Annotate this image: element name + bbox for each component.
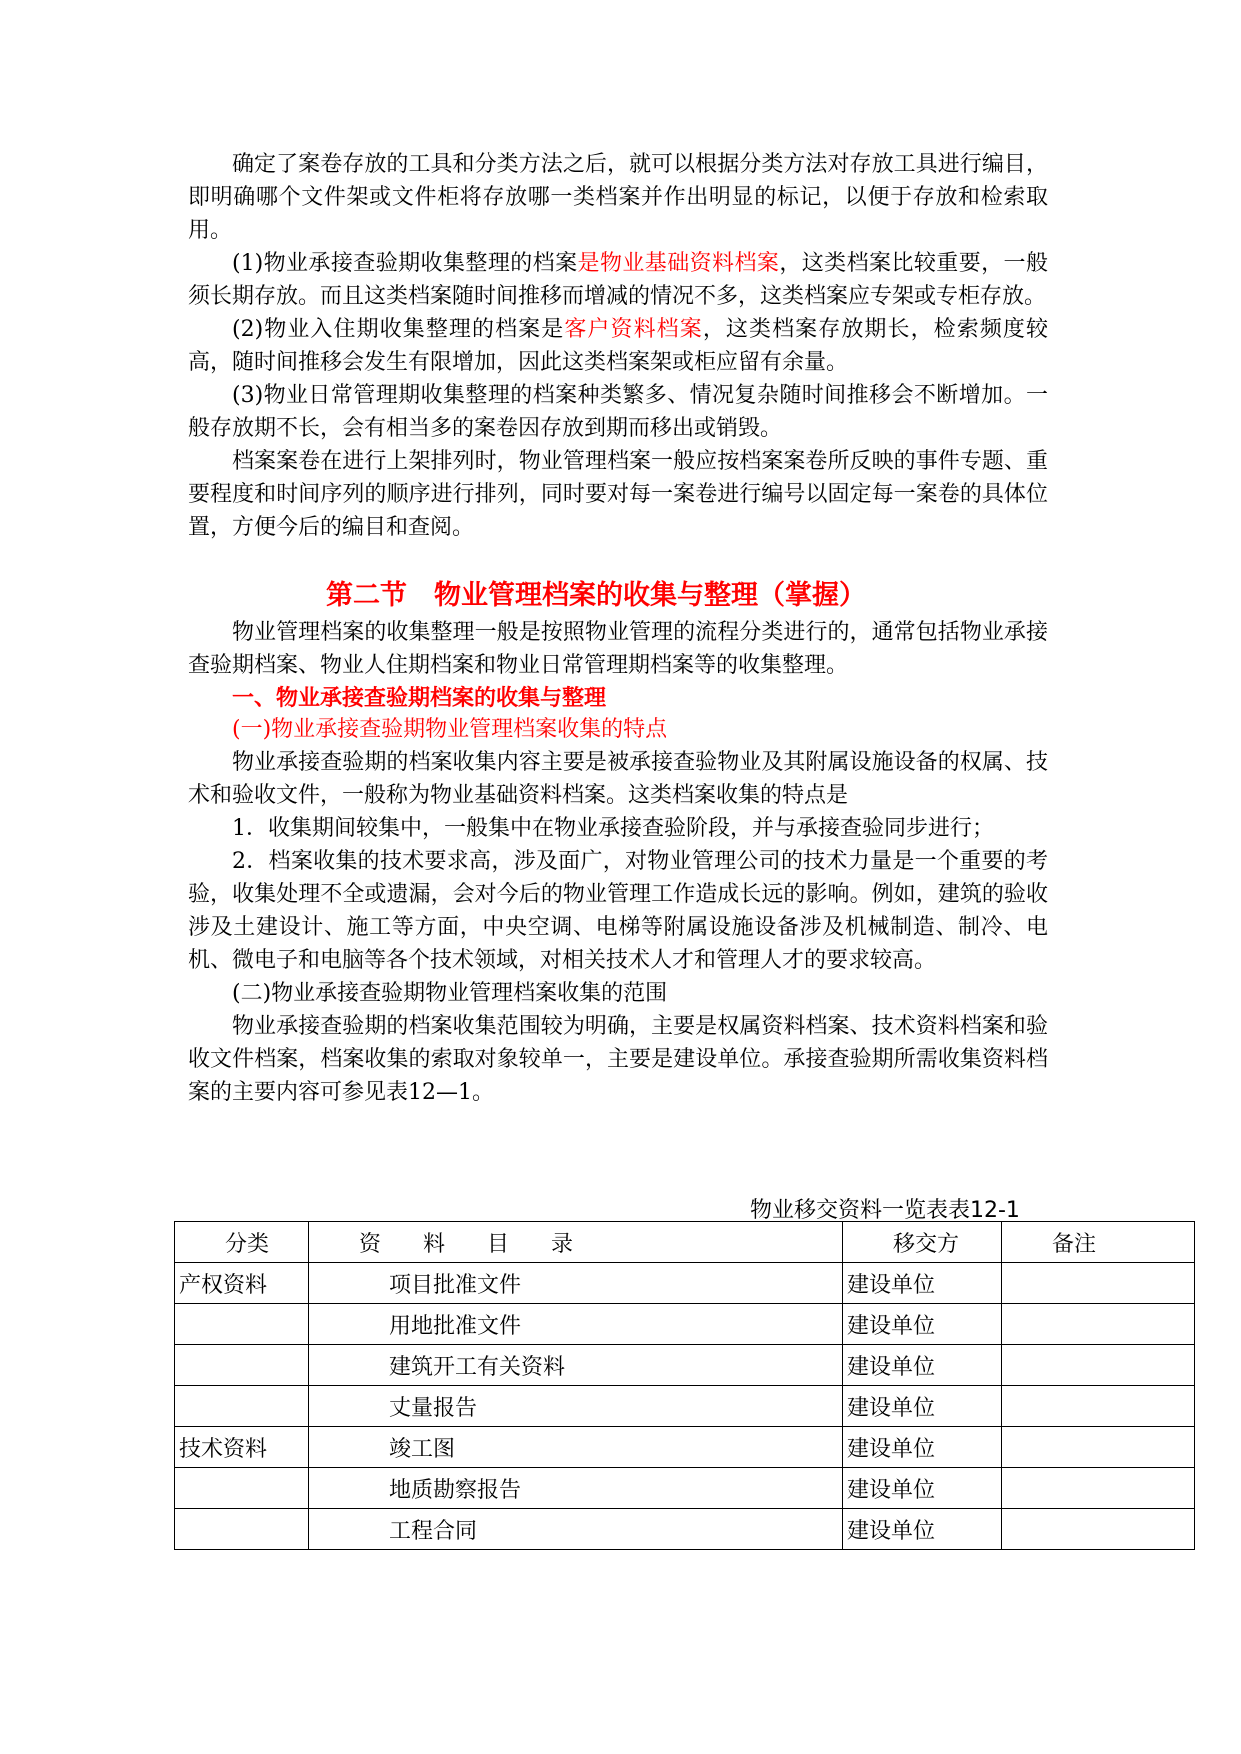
table-row xyxy=(175,1386,1195,1427)
header-cell: 分类 xyxy=(175,1222,309,1263)
section-intro: 物业管理档案的收集整理一般是按照物业管理的流程分类进行的，通常包括物业承接查验期档案、物业人住期档案和物业日常管理期档案等的收集整理。 xyxy=(188,620,1048,678)
handover-materials-table xyxy=(174,1221,1195,1550)
paragraph-point-1: (1)物业承接查验期收集整理的档案是物业基础资料档案，这类档案比较重要，一般须长期存放。而且这类档案随时间推移而增减的情况不多，这类档案应专架或专柜存放。 xyxy=(188,251,1048,309)
paragraph-point-3: (3)物业日常管理期收集整理的档案种类繁多、情况复杂随时间推移会不断增加。一般存放期不长，会有相当多的案卷因存放到期而移出或销毁。 xyxy=(188,383,1048,441)
remark-cell xyxy=(1002,1468,1195,1509)
section-title: 第二节 物业管理档案的收集与整理（掌握） xyxy=(326,580,866,611)
category-cell: 技术资料 xyxy=(175,1427,309,1468)
handover-party-cell: 建设单位 xyxy=(843,1509,1002,1550)
table-row xyxy=(175,1427,1195,1468)
remark-cell xyxy=(1002,1386,1195,1427)
table-row xyxy=(175,1468,1195,1509)
item-cell: 建筑开工有关资料 xyxy=(309,1345,843,1386)
table-row xyxy=(175,1345,1195,1386)
remark-cell xyxy=(1002,1427,1195,1468)
remark-cell xyxy=(1002,1263,1195,1304)
heading-level-2-scope: (二)物业承接查验期物业管理档案收集的范围 xyxy=(232,981,668,1006)
paragraph-scope: 物业承接查验期的档案收集范围较为明确，主要是权属资料档案、技术资料档案和验收文件档案，档案收集的索取对象较单一，主要是建设单位。承接查验期所需收集资料档案的主要内容可参见表12—1。 xyxy=(188,1014,1048,1105)
header-cell: 资 料 目 录 xyxy=(309,1222,843,1263)
handover-party-cell: 建设单位 xyxy=(843,1304,1002,1345)
table-row xyxy=(175,1304,1195,1345)
category-cell xyxy=(175,1304,309,1345)
paragraph-features: 物业承接查验期的档案收集内容主要是被承接查验物业及其附属设施设备的权属、技术和验收文件，一般称为物业基础资料档案。这类档案收集的特点是 xyxy=(188,750,1048,808)
header-cell: 移交方 xyxy=(843,1222,1002,1263)
item-cell: 丈量报告 xyxy=(309,1386,843,1427)
paragraph-arrangement: 档案案卷在进行上架排列时，物业管理档案一般应按档案案卷所反映的事件专题、重要程度和时间序列的顺序进行排列，同时要对每一案卷进行编号以固定每一案卷的具体位置，方便今后的编目和查阅。 xyxy=(188,449,1048,540)
item-cell: 地质勘察报告 xyxy=(309,1468,843,1509)
table-row xyxy=(175,1263,1195,1304)
table-caption: 物业移交资料一览表表12-1 xyxy=(750,1198,1020,1223)
heading-level-2-features: (一)物业承接查验期物业管理档案收集的特点 xyxy=(232,717,668,742)
category-cell xyxy=(175,1509,309,1550)
remark-cell xyxy=(1002,1509,1195,1550)
handover-party-cell: 建设单位 xyxy=(843,1468,1002,1509)
category-cell xyxy=(175,1386,309,1427)
highlight-text: 客户资料档案 xyxy=(564,317,703,342)
feature-point-2: 2．档案收集的技术要求高，涉及面广，对物业管理公司的技术力量是一个重要的考验，收集处理不全或遗漏，会对今后的物业管理工作造成长远的影响。例如，建筑的验收涉及土建设计、施工等方面，中央空调、电梯等附属设施设备涉及机械制造、制冷、电机、微电子和电脑等各个技术领域，对相关技术人才和管理人才的要求较高。 xyxy=(188,849,1048,973)
heading-level-1: 一、物业承接查验期档案的收集与整理 xyxy=(232,685,607,711)
remark-cell xyxy=(1002,1345,1195,1386)
table-row xyxy=(175,1509,1195,1550)
item-cell: 工程合同 xyxy=(309,1509,843,1550)
feature-point-1: 1．收集期间较集中，一般集中在物业承接查验阶段，并与承接查验同步进行； xyxy=(232,816,994,841)
item-cell: 用地批准文件 xyxy=(309,1304,843,1345)
handover-party-cell: 建设单位 xyxy=(843,1345,1002,1386)
handover-party-cell: 建设单位 xyxy=(843,1263,1002,1304)
paragraph-filing-intro: 确定了案卷存放的工具和分类方法之后，就可以根据分类方法对存放工具进行编目，即明确哪个文件架或文件柜将存放哪一类档案并作出明显的标记，以便于存放和检索取用。 xyxy=(188,152,1048,243)
table-header-row xyxy=(175,1222,1195,1263)
handover-party-cell: 建设单位 xyxy=(843,1427,1002,1468)
remark-cell xyxy=(1002,1304,1195,1345)
highlight-text: 是物业基础资料档案 xyxy=(577,251,780,276)
document-body xyxy=(188,148,1048,1109)
category-cell: 产权资料 xyxy=(175,1263,309,1304)
header-cell: 备注 xyxy=(1002,1222,1195,1263)
item-cell: 竣工图 xyxy=(309,1427,843,1468)
category-cell xyxy=(175,1345,309,1386)
item-cell: 项目批准文件 xyxy=(309,1263,843,1304)
category-cell xyxy=(175,1468,309,1509)
handover-party-cell: 建设单位 xyxy=(843,1386,1002,1427)
paragraph-point-2: (2)物业入住期收集整理的档案是客户资料档案，这类档案存放期长，检索频度较高，随时间推移会发生有限增加，因此这类档案架或柜应留有余量。 xyxy=(188,317,1048,375)
